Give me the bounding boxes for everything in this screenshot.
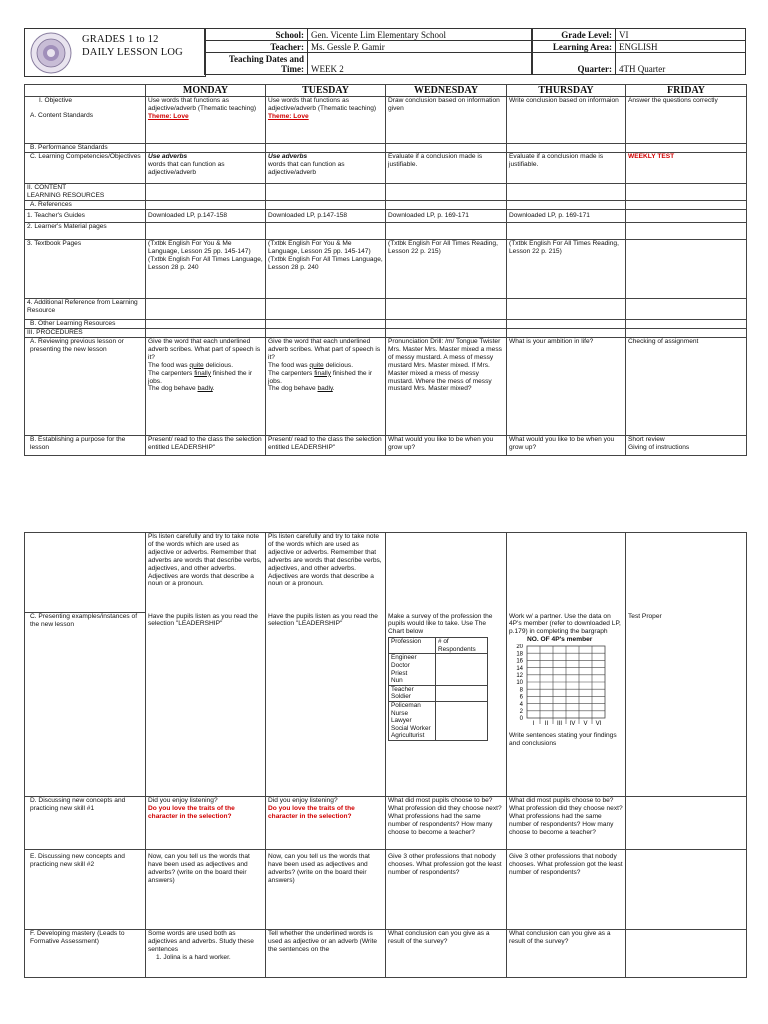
day-thursday: THURSDAY (507, 85, 626, 97)
bar-graph-x-tick: II (544, 721, 549, 728)
purpose-monday: Present/ read to the class the selection entitled LEADERSHIP" (146, 436, 266, 456)
bar-graph-x-tick: V (583, 721, 588, 728)
mastery-thursday: What conclusion can you give as a result of the survey? (507, 930, 626, 978)
school-label: School: (205, 29, 308, 41)
bar-graph-x-tick: III (556, 721, 563, 728)
blank-header (25, 85, 146, 97)
review-row (25, 338, 747, 436)
dates-value: WEEK 2 (308, 53, 532, 75)
bar-graph-y-tick: 4 (519, 702, 523, 709)
d2-wednesday: Give 3 other professions that nobody chooses. What profession got the least number of respondents? (386, 850, 507, 930)
day-wednesday: WEDNESDAY (386, 85, 507, 97)
purpose-friday: Short review Giving of instructions (626, 436, 747, 456)
presenting-thursday: Work w/ a partner. Use the data on 4P's member (refer to downloaded LP, p.179) in completing the bargraph NO. OF 4P's member 20 18 16 14 12 10 8 6 4 2 0 I II III IV V VI Write sentences stating your findings and conclusions (507, 613, 626, 797)
survey-group3: Policeman Nurse Lawyer Social Worker Agriculturist (389, 701, 436, 740)
purpose-thursday: What would you like to be when you grow up? (507, 436, 626, 456)
d1-monday: Did you enjoy listening? Do you love the traits of the character in the selection? (146, 797, 266, 850)
d2-tuesday: Now, can you tell us the words that have been used as adjectives and adverbs? (write on the board their answers) (266, 850, 386, 930)
purpose-label: B. Establishing a purpose for the lesson (25, 436, 146, 456)
school-info-table (204, 28, 532, 75)
review-monday: Give the word that each underlined adverb scribes. What part of speech is it? The food was quite delicious. The carpenters finally finished the ir jobs. The dog behave badly. (146, 338, 266, 436)
learners-material-label: 2. Learner's Material pages (25, 223, 146, 240)
competencies-row (25, 153, 747, 184)
review-label: A. Reviewing previous lesson or presenting the new lesson (25, 338, 146, 436)
textbook-row (25, 240, 747, 299)
additional-reference-label: 4. Additional Reference from Learning Resource (25, 299, 146, 320)
performance-standards-row (25, 144, 747, 153)
review-thursday: What is your ambition in life? (507, 338, 626, 436)
textbook-label: 3. Textbook Pages (25, 240, 146, 299)
teachers-guide-row (25, 210, 747, 223)
survey-col-profession: Profession (389, 638, 436, 654)
objective-label: I. Objective A. Content Standards (25, 97, 146, 144)
competencies-tuesday: Use adverbs words that can function as adjective/adverb (266, 153, 386, 184)
grade-info-table (532, 28, 746, 75)
log-title-line2: DAILY LESSON LOG (82, 47, 183, 58)
presenting-top-row (25, 533, 747, 613)
mastery-monday: Some words are used both as adjectives and adverbs. Study these sentences 1. Jolina is a hard worker. (146, 930, 266, 978)
teachers-guide-label: 1. Teacher's Guides (25, 210, 146, 223)
textbook-thursday: (Txtbk English For All Times Reading, Lesson 22 p. 215) (507, 240, 626, 299)
bar-graph-title: NO. OF 4P's member (527, 636, 593, 644)
d1-thursday: What did most pupils choose to be? What profession did they choose next? What professions had the same number of respondents? How many choose to become a teacher? (507, 797, 626, 850)
procedures-row (25, 329, 747, 338)
survey-col-respondents: # of Respondents (436, 638, 488, 654)
survey-group2: Teacher Soldier (389, 685, 436, 701)
dates-label: Teaching Dates and Time: (205, 53, 308, 75)
bar-graph-y-tick: 16 (516, 658, 523, 665)
log-title-line1: GRADES 1 to 12 (82, 34, 159, 45)
review-wednesday: Pronunciation Drill: /m/ Tongue Twister Mrs. Master Mrs. Master mixed a mess of messy mustard. A mess of messy mustard Mrs. Master mixed. If Mrs. Master mixed a mess of messy mustard. Where the mess of messy mustard Mrs. Master mixed? (386, 338, 507, 436)
survey-chart (388, 637, 488, 741)
bar-graph-y-tick: 8 (519, 687, 523, 694)
presenting-top-tuesday: Pls listen carefully and try to take note of the words which are used as adjective or adverbs. Remember that adverbs are words that describe verbs, adjectives, and other adverbs. Adjectives are words that describe a noun or a pronoun. (266, 533, 386, 613)
discussing2-row (25, 850, 747, 930)
title-box (24, 28, 206, 77)
area-label: Learning Area: (533, 41, 616, 53)
lesson-plan-table-part2 (24, 532, 747, 978)
competencies-friday: WEEKLY TEST (626, 153, 747, 184)
bar-graph-y-tick: 2 (519, 709, 523, 716)
lesson-plan-table-part1 (24, 84, 747, 456)
day-friday: FRIDAY (626, 85, 747, 97)
d2-thursday: Give 3 other professions that nobody chooses. What profession got the least number of respondents? (507, 850, 626, 930)
bar-graph-x-tick: I (532, 721, 535, 728)
day-tuesday: TUESDAY (266, 85, 386, 97)
textbook-tuesday: (Txtbk English For You & Me Language, Lesson 25 pp. 145-147) (Txtbk English For All Times Language, Lesson 28 p. 240 (266, 240, 386, 299)
objective-tuesday: Use words that functions as adjective/adverb (Thematic teaching) Theme: Love (266, 97, 386, 144)
survey-group1: Engineer Doctor Priest Nun (389, 654, 436, 685)
other-resources-row (25, 320, 747, 329)
performance-standards-label: B. Performance Standards (25, 144, 146, 153)
references-label: A. References (25, 201, 146, 210)
objective-row (25, 97, 747, 144)
mastery-row (25, 930, 747, 978)
d2-monday: Now, can you tell us the words that have been used as adjectives and adverbs? (write on the board their answers) (146, 850, 266, 930)
additional-reference-row (25, 299, 747, 320)
presenting-monday: Have the pupils listen as you read the selection "LEADERSHIP" (146, 613, 266, 797)
grade-value: VI (616, 29, 746, 41)
mastery-tuesday: Tell whether the underlined words is used as adjective or an adverb (Write the sentences on the (266, 930, 386, 978)
purpose-row (25, 436, 747, 456)
bar-graph-y-tick: 14 (516, 666, 523, 673)
day-header-row (25, 85, 747, 97)
d1-tuesday: Did you enjoy listening? Do you love the traits of the character in the selection? (266, 797, 386, 850)
textbook-wednesday: (Txtbk English For All Times Reading, Lesson 22 p. 215) (386, 240, 507, 299)
discussing1-row (25, 797, 747, 850)
discussing1-label: D. Discussing new concepts and practicing new skill #1 (25, 797, 146, 850)
review-friday: Checking of assignment (626, 338, 747, 436)
bar-graph-svg (509, 644, 617, 734)
competencies-wednesday: Evaluate if a conclusion made is justifiable. (386, 153, 507, 184)
learners-material-row (25, 223, 747, 240)
discussing2-label: E. Discussing new concepts and practicing new skill #2 (25, 850, 146, 930)
presenting-row (25, 613, 747, 797)
bar-graph-y-tick: 6 (519, 694, 523, 701)
bar-graph-x-tick: IV (569, 721, 576, 728)
objective-wednesday: Draw conclusion based on information given (386, 97, 507, 144)
textbook-monday: (Txtbk English For You & Me Language, Lesson 25 pp. 145-147) (Txtbk English For All Times Language, Lesson 28 p. 240 (146, 240, 266, 299)
procedures-label: III. PROCEDURES (25, 329, 146, 338)
bar-graph-y-tick: 18 (516, 651, 523, 658)
day-monday: MONDAY (146, 85, 266, 97)
teacher-value: Ms. Gessle P. Gamir (308, 41, 532, 53)
purpose-tuesday: Present/ read to the class the selection entitled LEADERSHIP" (266, 436, 386, 456)
competencies-label: C. Learning Competencies/Objectives (25, 153, 146, 184)
bar-graph-y-tick: 0 (519, 716, 523, 723)
presenting-top-label (25, 533, 146, 613)
presenting-friday: Test Proper (626, 613, 747, 797)
objective-friday: Answer the questions correctly (626, 97, 747, 144)
grade-label: Grade Level: (533, 29, 616, 41)
purpose-wednesday: What would you like to be when you grow up? (386, 436, 507, 456)
objective-monday: Use words that functions as adjective/adverb (Thematic teaching) Theme: Love (146, 97, 266, 144)
quarter-value: 4TH Quarter (616, 53, 746, 75)
bar-graph-x-tick: VI (595, 721, 602, 728)
objective-thursday: Write conclusion based on informaion (507, 97, 626, 144)
review-tuesday: Give the word that each underlined adverb scribes. What part of speech is it? The food was quite delicious. The carpenters finally finished the ir jobs. The dog behave badly. (266, 338, 386, 436)
mastery-wednesday: What conclusion can you give as a result of the survey? (386, 930, 507, 978)
presenting-wednesday: Make a survey of the profession the pupils would like to take. Use The Chart below Profession # of Respondents Engineer Doctor Priest Nun Teacher Soldier Policeman Nurse Lawyer Social Worker Agriculturist (386, 613, 507, 797)
bar-graph-y-tick: 20 (516, 644, 523, 651)
bar-graph-y-tick: 10 (516, 680, 523, 687)
content-label: II. CONTENT LEARNING RESOURCES (25, 184, 146, 201)
d1-wednesday: What did most pupils choose to be? What profession did they choose next? What professions had the same number of respondents? How many choose to become a teacher? (386, 797, 507, 850)
presenting-label: C. Presenting examples/instances of the new lesson (25, 613, 146, 797)
bar-graph (509, 636, 617, 732)
mastery-label: F. Developing mastery (Leads to Formative Assessment) (25, 930, 146, 978)
presenting-top-monday: Pls listen carefully and try to take note of the words which are used as adjective or adverbs. Remember that adverbs are words that describe verbs, adjectives, and other adverbs. Adjectives are words that describe a noun or a pronoun. (146, 533, 266, 613)
other-resources-label: B. Other Learning Resources (25, 320, 146, 329)
tg-tuesday: Downloaded LP, p.147-158 (266, 210, 386, 223)
teacher-label: Teacher: (205, 41, 308, 53)
school-value: Gen. Vicente Lim Elementary School (308, 29, 532, 41)
tg-monday: Downloaded LP, p.147-158 (146, 210, 266, 223)
content-row (25, 184, 747, 201)
area-value: ENGLISH (616, 41, 746, 53)
lesson-log-header (24, 28, 746, 77)
competencies-thursday: Evaluate if a conclusion made is justifiable. (507, 153, 626, 184)
quarter-label: Quarter: (533, 53, 616, 75)
tg-wednesday: Downloaded LP, p. 169-171 (386, 210, 507, 223)
bar-graph-y-tick: 12 (516, 673, 523, 680)
presenting-tuesday: Have the pupils listen as you read the selection "LEADERSHIP" (266, 613, 386, 797)
references-row (25, 201, 747, 210)
competencies-monday: Use adverbs words that can function as adjective/adverb (146, 153, 266, 184)
tg-thursday: Downloaded LP, p. 169-171 (507, 210, 626, 223)
